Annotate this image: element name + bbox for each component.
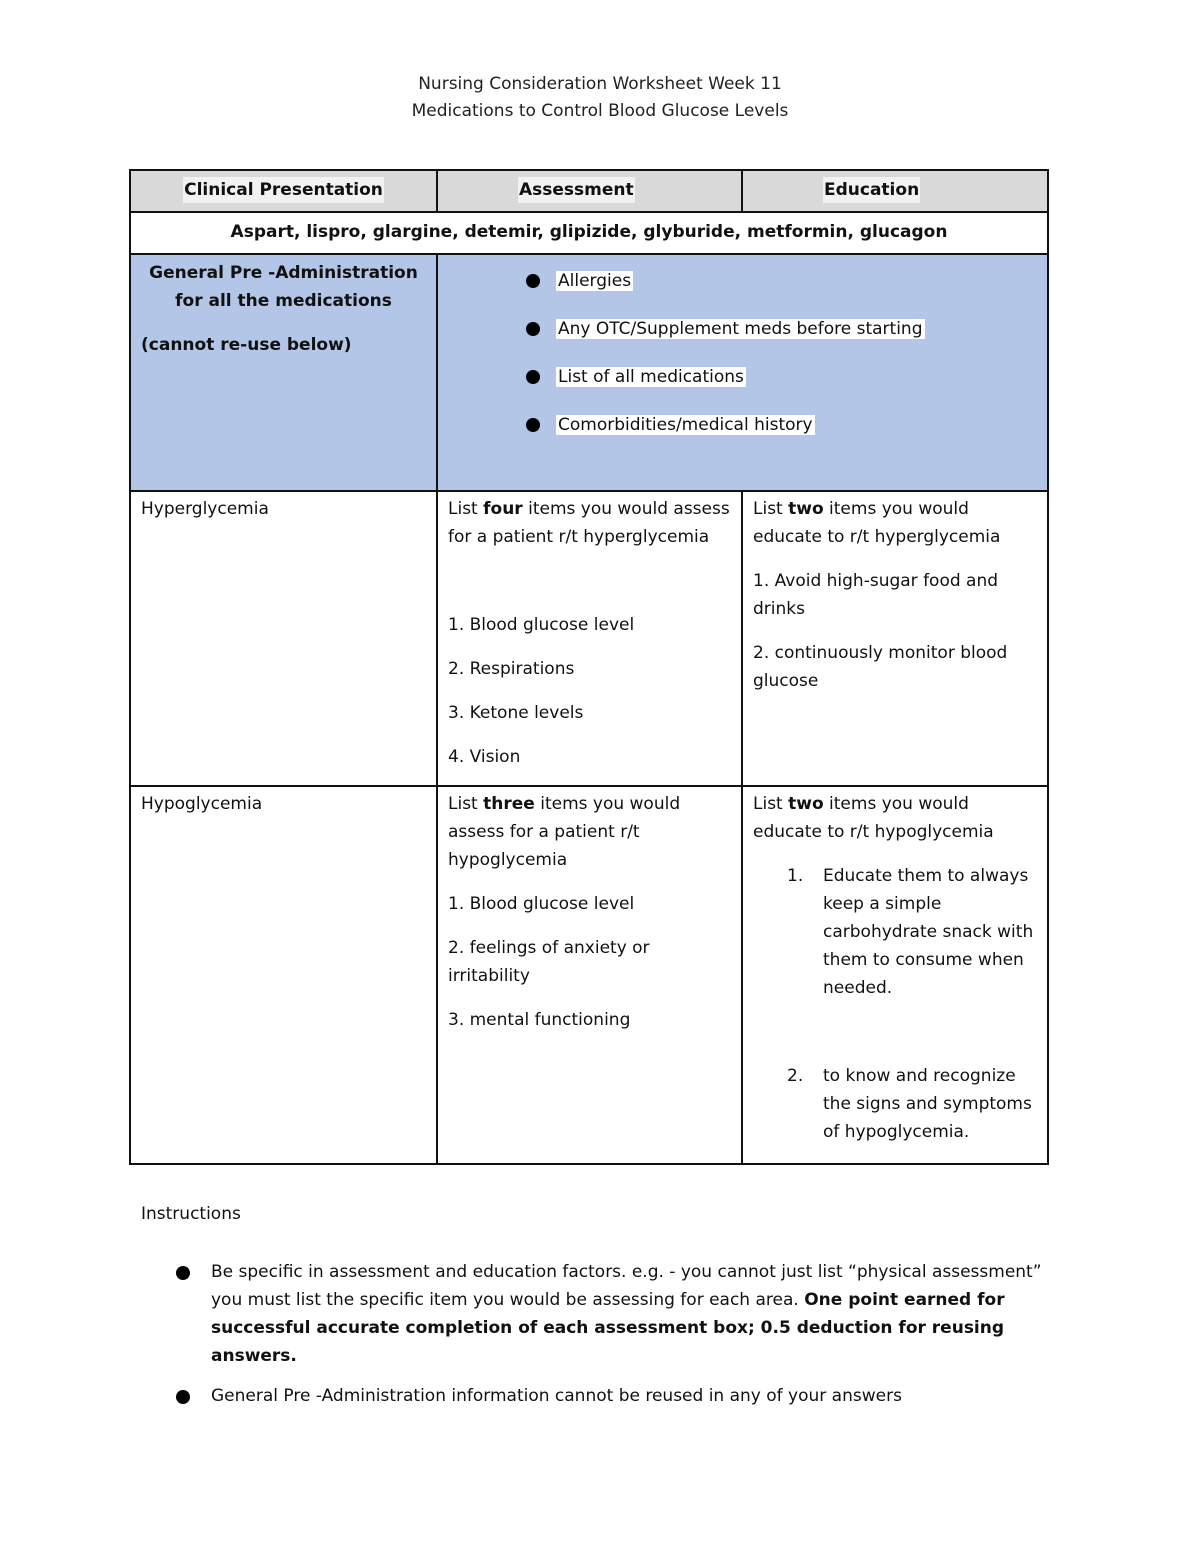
list-item: 1. Blood glucose level bbox=[448, 615, 635, 635]
list-item: Allergies bbox=[556, 267, 1047, 295]
hypoglycemia-edu-prompt: List two items you would educate to r/t hypoglycemia bbox=[753, 794, 994, 842]
general-preadmin-label-cell bbox=[130, 254, 437, 491]
list-item: 1. Blood glucose level bbox=[448, 894, 635, 914]
list-item: 2. continuously monitor blood glucose bbox=[753, 643, 1008, 691]
instructions-title: Instructions bbox=[141, 1204, 241, 1224]
list-item: 1. Educate them to always keep a simple carbohydrate snack with them to consume when needed. bbox=[787, 866, 1034, 998]
list-item: Comorbidities/medical history bbox=[556, 411, 1047, 439]
hypoglycemia-assess-prompt: List three items you would assess for a patient r/t hypoglycemia bbox=[448, 794, 681, 870]
document-title: Nursing Consideration Worksheet Week 11 bbox=[418, 74, 782, 94]
hyperglycemia-assess-prompt: List four items you would assess for a patient r/t hyperglycemia bbox=[448, 499, 730, 547]
header-clinical-presentation: Clinical Presentation bbox=[130, 170, 437, 212]
hypoglycemia-row bbox=[130, 786, 1048, 1164]
list-item: List of all medications bbox=[556, 363, 1047, 391]
header-education: Education bbox=[742, 170, 1048, 212]
list-item: 2. Respirations bbox=[448, 659, 575, 679]
medications-row bbox=[130, 212, 1048, 254]
list-item: Any OTC/Supplement meds before starting bbox=[556, 315, 1047, 343]
list-item: 3. mental functioning bbox=[448, 1010, 631, 1030]
list-item: 3. Ketone levels bbox=[448, 703, 584, 723]
document-subtitle: Medications to Control Blood Glucose Levels bbox=[411, 101, 789, 121]
list-item: 4. Vision bbox=[448, 747, 521, 767]
medications-cell bbox=[130, 212, 1048, 254]
hypoglycemia-assessment-cell bbox=[437, 786, 742, 1164]
hyperglycemia-row bbox=[130, 491, 1048, 786]
list-item: Be specific in assessment and education factors. e.g. - you cannot just list “physical assessment” you must list the specific item you would be assessing for each area. One point earned for successful accurate completion of each assessment box; 0.5 deduction for reusing answers. bbox=[211, 1258, 1071, 1370]
hypoglycemia-edu-list bbox=[753, 862, 1037, 1146]
hyperglycemia-edu-prompt: List two items you would educate to r/t hyperglycemia bbox=[753, 499, 1001, 547]
general-preadmin-row bbox=[130, 254, 1048, 491]
instructions-list bbox=[211, 1258, 1071, 1422]
list-item: General Pre -Administration information cannot be reused in any of your answers bbox=[211, 1382, 1071, 1410]
hypoglycemia-label-cell bbox=[130, 786, 437, 1164]
hypoglycemia-label: Hypoglycemia bbox=[141, 794, 263, 814]
list-item: 1. Avoid high-sugar food and drinks bbox=[753, 571, 999, 619]
hyperglycemia-assessment-cell bbox=[437, 491, 742, 786]
list-item: 2. to know and recognize the signs and symptoms of hypoglycemia. bbox=[787, 1066, 1032, 1142]
hypoglycemia-education-cell bbox=[742, 786, 1048, 1164]
hyperglycemia-label: Hyperglycemia bbox=[141, 499, 269, 519]
worksheet-table bbox=[129, 169, 1049, 1165]
general-preadmin-note: (cannot re-use below) bbox=[141, 335, 352, 355]
medications-list: Aspart, lispro, glargine, detemir, glipizide, glyburide, metformin, glucagon bbox=[230, 222, 948, 242]
general-preadmin-list bbox=[438, 267, 1047, 439]
hyperglycemia-education-cell bbox=[742, 491, 1048, 786]
hyperglycemia-label-cell bbox=[130, 491, 437, 786]
list-item: 2. feelings of anxiety or irritability bbox=[448, 938, 650, 986]
table-header-row bbox=[130, 170, 1048, 212]
general-preadmin-items-cell bbox=[437, 254, 1048, 491]
header-assessment: Assessment bbox=[437, 170, 742, 212]
general-preadmin-label: General Pre -Administration for all the medications bbox=[149, 263, 418, 311]
